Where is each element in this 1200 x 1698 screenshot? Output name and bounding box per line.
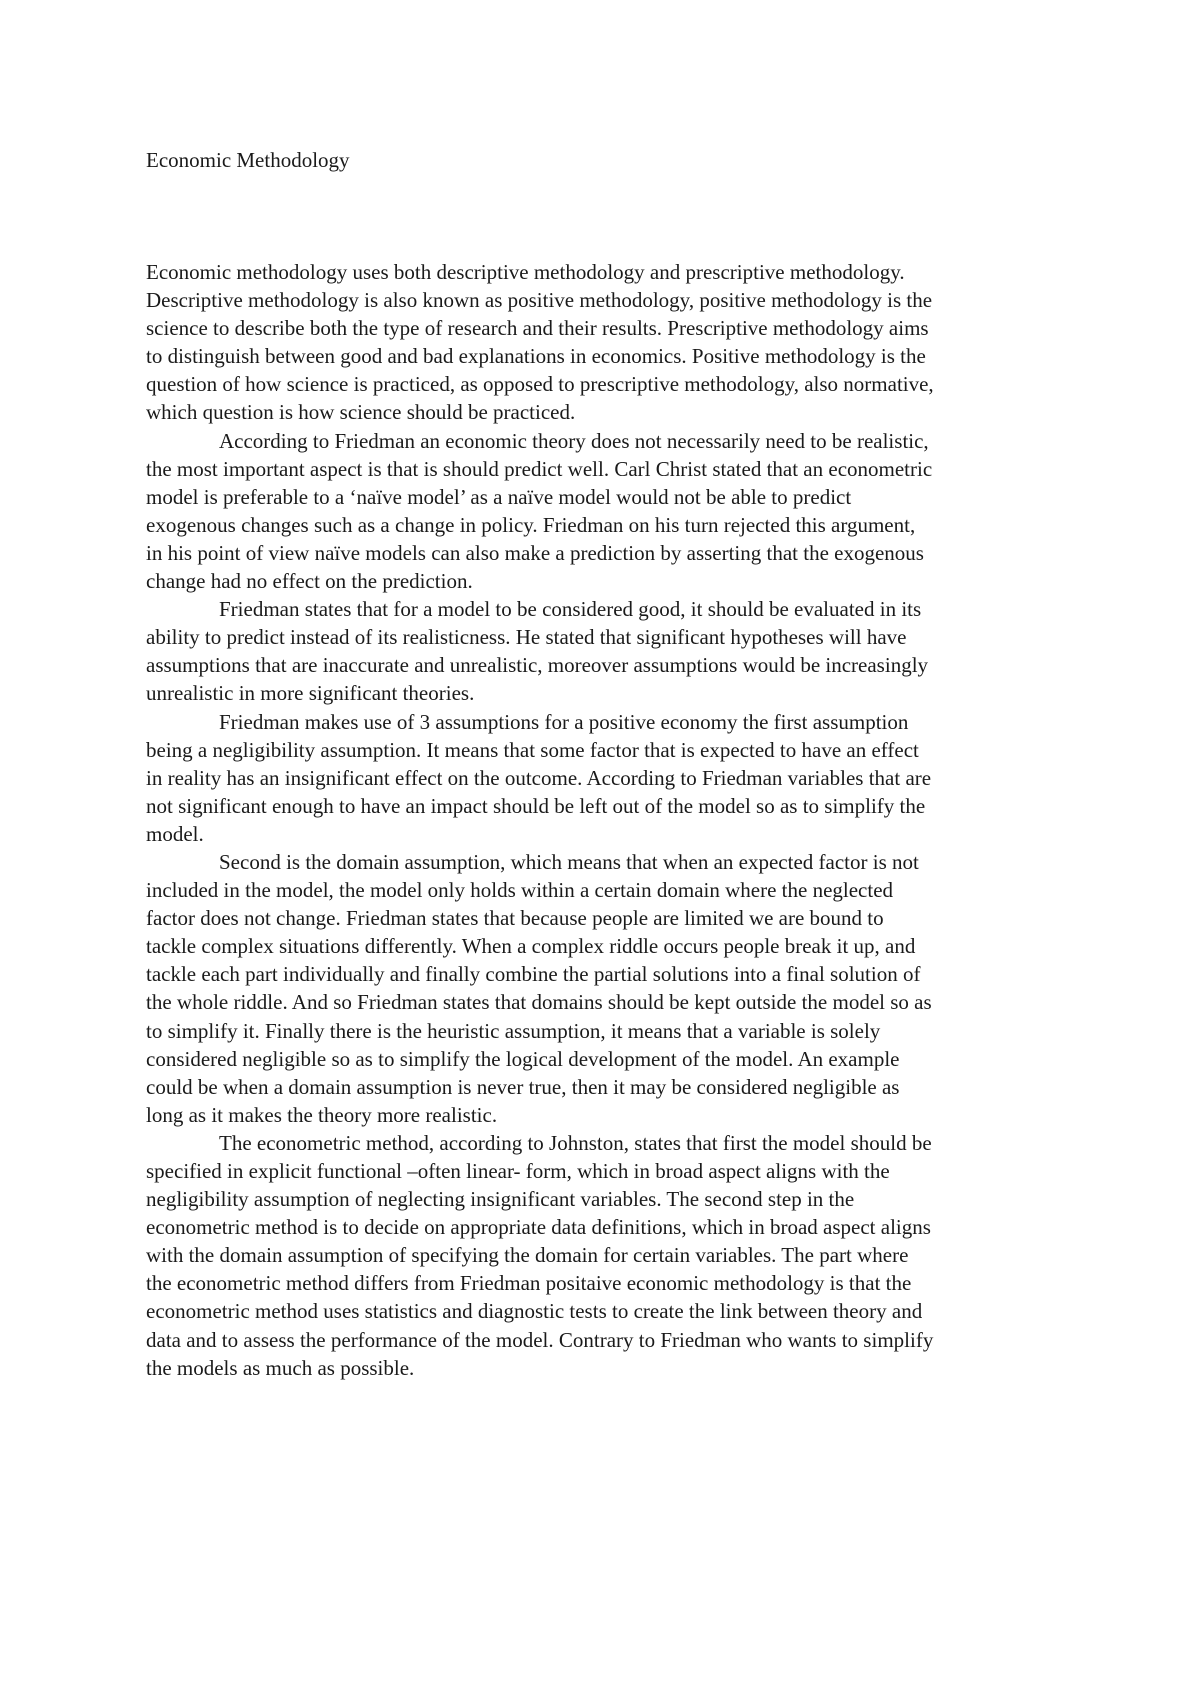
text-line: specified in explicit functional –often linear- form, which in broad aspect aligns with the [146,1159,890,1183]
text-line: unrealistic in more significant theories. [146,681,475,706]
text-line: factor does not change. Friedman states that because people are limited we are bound to [146,906,884,931]
text-line: Second is the domain assumption, which means that when an expected factor is not [219,849,919,874]
paragraph-5 [146,848,1066,1129]
text-line: data and to assess the performance of the model. Contrary to Friedman who wants to simplify [146,1327,934,1352]
document-title: Economic Methodology [146,148,350,172]
text-line: Descriptive methodology is also known as positive methodology, positive methodology is the [146,288,933,313]
text-line: the most important aspect is that is should predict well. Carl Christ stated that an econometric [146,456,933,481]
text-line: to simplify it. Finally there is the heuristic assumption, it means that a variable is solely [146,1018,881,1043]
text-line: in reality has an insignificant effect on the outcome. According to Friedman variables that are [146,765,932,790]
text-line: in his point of view naïve models can also make a prediction by asserting that the exogenous [146,540,924,565]
text-line: model. [146,821,204,846]
paragraph-1 [146,258,1066,427]
text-line: econometric method uses statistics and diagnostic tests to create the link between theory and [146,1299,923,1324]
paragraph-6 [146,1129,1066,1382]
text-line: assumptions that are inaccurate and unrealistic, moreover assumptions would be increasingly [146,653,929,678]
text-line: change had no effect on the prediction. [146,569,473,594]
text-line: tackle complex situations differently. When a complex riddle occurs people break it up, and [146,934,916,959]
text-line: long as it makes the theory more realistic. [146,1102,498,1127]
paragraph-2 [146,427,1066,596]
text-line: could be when a domain assumption is never true, then it may be considered negligible as [146,1074,900,1099]
text-line: The econometric method, according to Johnston, states that first the model should be [219,1130,932,1155]
text-line: ability to predict instead of its realisticness. He stated that significant hypotheses will have [146,625,907,650]
text-line: considered negligible so as to simplify the logical development of the model. An example [146,1046,900,1071]
paragraph-3 [146,595,1066,707]
text-line: model is preferable to a ‘naïve model’ as a naïve model would not be able to predict [146,484,852,509]
text-line: According to Friedman an economic theory does not necessarily need to be realistic, [219,428,929,453]
text-line: econometric method is to decide on appropriate data definitions, which in broad aspect aligns [146,1215,931,1240]
text-line: science to describe both the type of research and their results. Prescriptive methodology aims [146,316,929,341]
text-line: being a negligibility assumption. It means that some factor that is expected to have an effect [146,737,919,762]
text-line: with the domain assumption of specifying the domain for certain variables. The part where [146,1243,909,1268]
text-line: not significant enough to have an impact should be left out of the model so as to simplify the [146,793,926,818]
text-line: the econometric method differs from Friedman positaive economic methodology is that the [146,1271,912,1296]
text-line: Economic methodology uses both descriptive methodology and prescriptive methodology. [146,260,905,284]
text-line: to distinguish between good and bad explanations in economics. Positive methodology is the [146,344,926,369]
text-line: Friedman states that for a model to be considered good, it should be evaluated in its [219,597,922,622]
document-body [146,258,1066,1382]
text-line: the whole riddle. And so Friedman states that domains should be kept outside the model so as [146,990,932,1015]
text-line: Friedman makes use of 3 assumptions for a positive economy the first assumption [219,709,909,734]
text-line: question of how science is practiced, as opposed to prescriptive methodology, also normative, [146,372,934,397]
text-line: included in the model, the model only holds within a certain domain where the neglected [146,878,894,903]
text-line: exogenous changes such as a change in policy. Friedman on his turn rejected this argument, [146,512,916,537]
paragraph-4 [146,708,1066,848]
text-line: tackle each part individually and finally combine the partial solutions into a final solution of [146,962,921,987]
text-line: the models as much as possible. [146,1355,415,1380]
text-line: which question is how science should be practiced. [146,400,576,425]
text-line: negligibility assumption of neglecting insignificant variables. The second step in the [146,1187,855,1212]
